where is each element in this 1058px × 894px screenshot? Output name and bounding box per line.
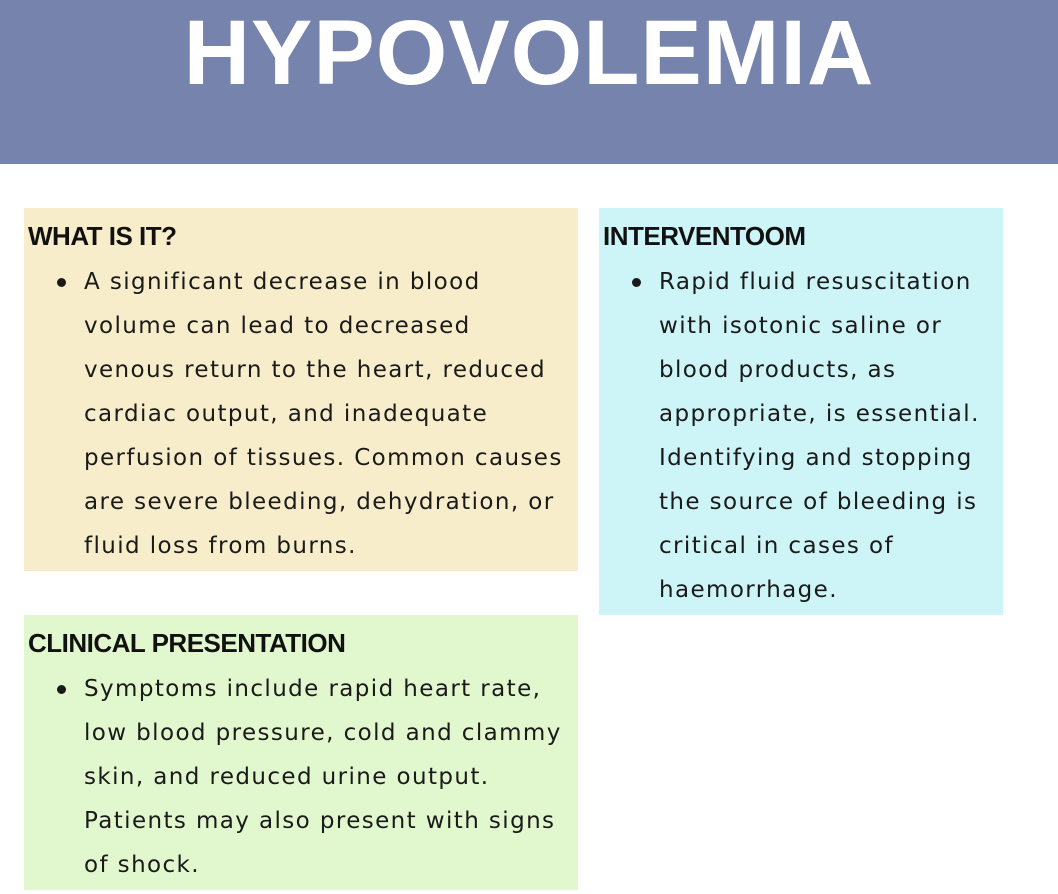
list-item <box>24 260 564 568</box>
clinical-presentation-card <box>24 615 578 890</box>
bullet-icon <box>57 685 66 694</box>
bullet-icon <box>57 278 66 287</box>
clinical-presentation-heading: CLINICAL PRESENTATION <box>28 628 346 658</box>
what-is-it-card <box>24 208 578 571</box>
clinical-presentation-text: Symptoms include rapid heart rate, low blood pressure, cold and clammy skin, and reduced urine output. Patients may also present with signs of shock. <box>84 676 562 878</box>
list-item <box>24 667 564 887</box>
intervention-text: Rapid fluid resuscitation with isotonic saline or blood products, as appropriate, is essential. Identifying and stopping the source of bleeding is critical in cases of haemorrhage. <box>659 269 980 603</box>
title-banner <box>0 0 1058 164</box>
page-title: HYPOVOLEMIA <box>183 2 875 105</box>
intervention-heading: INTERVENTOOM <box>603 221 806 251</box>
clinical-presentation-list <box>24 667 564 887</box>
intervention-list <box>599 260 997 612</box>
bullet-icon <box>632 278 641 287</box>
list-item <box>599 260 997 612</box>
what-is-it-text: A significant decrease in blood volume can lead to decreased venous return to the heart, reduced cardiac output, and inadequate perfusion of tissues. Common causes are severe bleeding, dehydration, or fluid loss from burns. <box>84 269 563 559</box>
intervention-card <box>599 208 1003 615</box>
what-is-it-list <box>24 260 564 568</box>
what-is-it-heading: WHAT IS IT? <box>28 221 177 251</box>
